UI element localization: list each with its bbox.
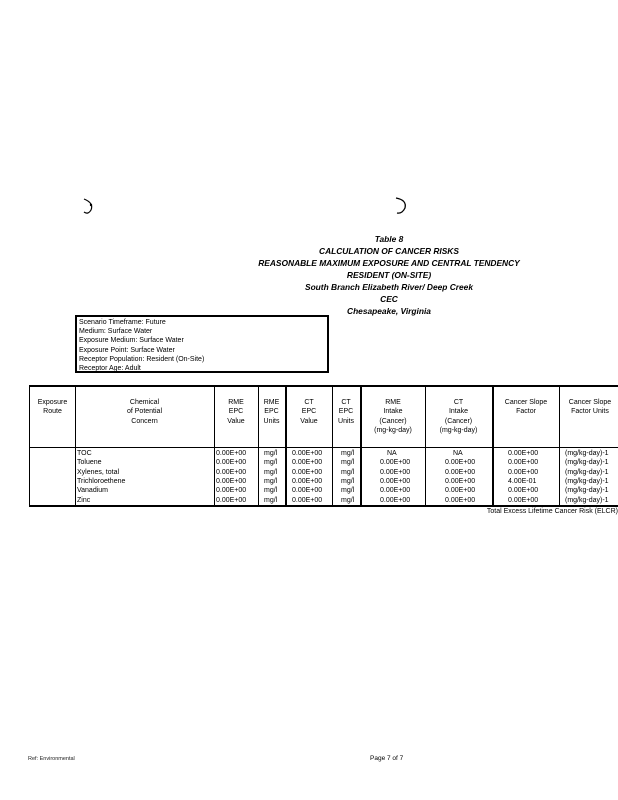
header-chemical: Chemical of Potential Concern <box>126 399 163 425</box>
header-exposure-route: Exposure Route <box>37 399 68 416</box>
table-title-line: CALCULATION OF CANCER RISKS <box>319 246 459 256</box>
scenario-line: Exposure Point: Surface Water <box>79 346 175 354</box>
scenario-line: Exposure Medium: Surface Water <box>79 337 184 345</box>
header-rme-epc-units: RME EPC Units <box>263 399 280 425</box>
table-row: Vanadium 0.00E+00 mg/l 0.00E+00 mg/l 0.00E+00 0.00E+00 0.00E+00 (mg/kg-day)-1 <box>77 487 609 495</box>
header-rme-epc-value: RME EPC Value <box>227 399 245 425</box>
scenario-box <box>75 315 329 373</box>
scenario-line: Receptor Age: Adult <box>79 365 141 373</box>
header-rme-intake: RME Intake (Cancer) (mg-kg-day) <box>374 399 412 435</box>
footer-source: Ref: Environmental <box>28 756 75 762</box>
scan-mark-icon <box>82 197 96 217</box>
page-number: Page 7 of 7 <box>370 755 404 762</box>
scan-mark-icon <box>394 196 408 216</box>
cancer-risk-table <box>29 385 618 507</box>
header-cancer-slope-factor: Cancer Slope Factor <box>504 399 548 416</box>
header-ct-epc-units: CT EPC Units <box>338 399 354 425</box>
table-row: Xylenes, total 0.00E+00 mg/l 0.00E+00 mg/l 0.00E+00 0.00E+00 0.00E+00 (mg/kg-day)-1 <box>77 468 609 476</box>
scenario-line: Receptor Population: Resident (On-Site) <box>79 355 205 363</box>
header-ct-intake: CT Intake (Cancer) (mg-kg-day) <box>439 399 478 435</box>
table-row: Zinc 0.00E+00 mg/l 0.00E+00 mg/l 0.00E+00 0.00E+00 0.00E+00 (mg/kg-day)-1 <box>77 496 609 504</box>
total-elcr-label: Total Excess Lifetime Cancer Risk (ELCR) <box>486 508 618 515</box>
header-cancer-slope-factor-units: Cancer Slope Factor Units <box>568 399 612 416</box>
table-title-line: CEC <box>380 294 398 304</box>
scenario-line: Medium: Surface Water <box>79 328 153 336</box>
table-title-line: REASONABLE MAXIMUM EXPOSURE AND CENTRAL TENDENCY <box>258 258 520 268</box>
table-title-line: RESIDENT (ON-SITE) <box>346 270 432 280</box>
table-title-line: Chesapeake, Virginia <box>347 306 431 316</box>
table-row: TOC 0.00E+00 mg/l 0.00E+00 mg/l NA NA 0.00E+00 (mg/kg-day)-1 <box>77 450 609 457</box>
table-row: Trichloroethene 0.00E+00 mg/l 0.00E+00 mg/l 0.00E+00 0.00E+00 4.00E-01 (mg/kg-day)-1 <box>77 477 609 485</box>
header-divider <box>30 447 618 448</box>
table-row: Toluene 0.00E+00 mg/l 0.00E+00 mg/l 0.00E+00 0.00E+00 0.00E+00 (mg/kg-day)-1 <box>77 459 609 467</box>
table-title-block <box>236 233 542 317</box>
header-ct-epc-value: CT EPC Value <box>300 399 318 425</box>
table-number: Table 8 <box>374 234 404 244</box>
scenario-line: Scenario Timeframe: Future <box>79 319 166 326</box>
table-title-line: South Branch Elizabeth River/ Deep Creek <box>304 282 473 292</box>
